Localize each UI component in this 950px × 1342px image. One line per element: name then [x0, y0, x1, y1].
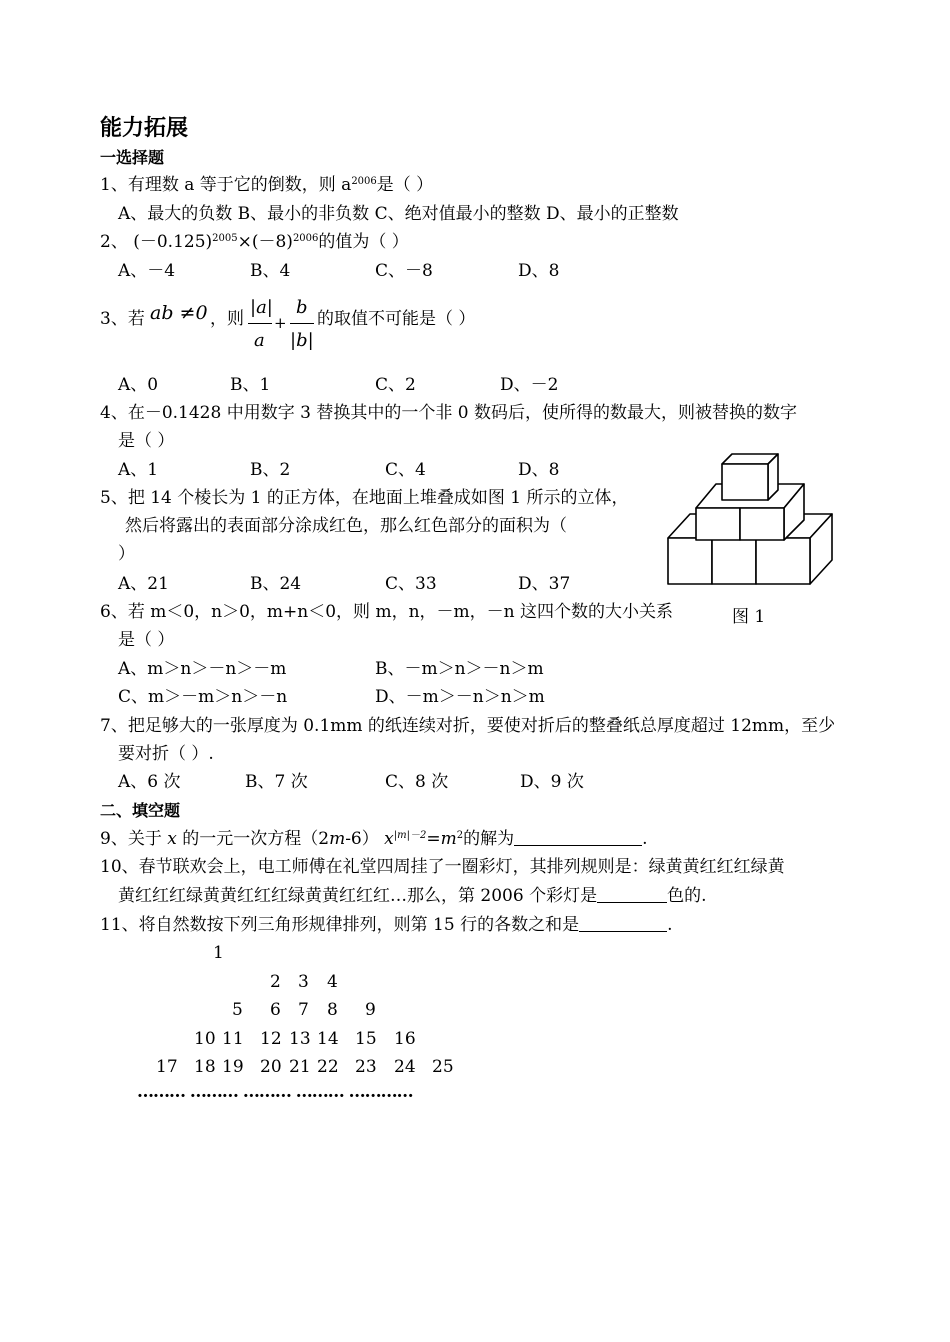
- q5-option-c: C、33: [385, 574, 437, 594]
- triangle-number: 11: [222, 1029, 244, 1049]
- q3-prefix: 3、若: [100, 309, 145, 329]
- q5-option-d: D、37: [518, 574, 571, 594]
- triangle-number: 17: [156, 1057, 178, 1077]
- q1-stem: 1、有理数 a 等于它的倒数，则 $a^{2006}$是（ ）: [100, 175, 434, 195]
- q3-option-c: C、2: [375, 375, 416, 395]
- triangle-number: 3: [298, 972, 309, 992]
- q3-fraction2-denominator: |b|: [290, 330, 314, 351]
- triangle-number: 1: [213, 943, 224, 963]
- q5-stem-line3: ）: [118, 544, 135, 564]
- q3-condition: ab ≠0: [150, 302, 208, 324]
- q5-option-a: A、21: [118, 574, 169, 594]
- q7-option-b: B、7 次: [245, 772, 308, 792]
- q9-stem: 9、关于 x 的一元一次方程（2m-6） $x^{|m|-2}=m^2$的解为 .: [100, 829, 648, 849]
- triangle-number: 15: [355, 1029, 377, 1049]
- q2-option-b: B、4: [250, 261, 291, 281]
- q7-option-d: D、9 次: [520, 772, 584, 792]
- q2-stem: 2、 $(-0.125)^{2005}\times(-8)^{2006}$的值为（ ）: [100, 232, 409, 252]
- triangle-number: 13: [289, 1029, 311, 1049]
- q4-stem-line1: 4、在－0.1428 中用数字 3 替换其中的一个非 0 数码后，使所得的数最大，则被替换的数字: [100, 403, 797, 423]
- section-fill-heading: 二、填空题: [100, 801, 181, 820]
- q2-option-a: A、－4: [118, 261, 176, 281]
- triangle-number: 8: [327, 1000, 338, 1020]
- q11-stem: 11、将自然数按下列三角形规律排列，则第 15 行的各数之和是 .: [100, 915, 673, 935]
- q7-option-c: C、8 次: [385, 772, 449, 792]
- q10-stem-line2: 黄红红红绿黄黄红红红绿黄黄红红红…那么，第 2006 个彩灯是 色的.: [118, 886, 707, 906]
- triangle-number: 16: [394, 1029, 416, 1049]
- q4-option-b: B、2: [250, 460, 291, 480]
- page-title: 能力拓展: [100, 116, 189, 141]
- q4-option-a: A、1: [118, 460, 159, 480]
- q3-fraction1-denominator: a: [254, 330, 265, 351]
- triangle-number: 25: [432, 1057, 454, 1077]
- q3-fraction1-bar: [248, 323, 272, 324]
- cube-stack-figure: [660, 450, 840, 590]
- q6-stem-line1: 6、若 m＜0，n＞0，m+n＜0，则 m，n，－m，－n 这四个数的大小关系: [100, 602, 673, 622]
- q3-option-d: D、－2: [500, 375, 559, 395]
- triangle-number: 9: [365, 1000, 376, 1020]
- q2-option-c: C、－8: [375, 261, 433, 281]
- q1-options: A、最大的负数 B、最小的非负数 C、绝对值最小的整数 D、最小的正整数: [118, 204, 679, 224]
- triangle-number: 22: [317, 1057, 339, 1077]
- figure-caption: 图 1: [732, 607, 766, 627]
- triangle-number: 21: [289, 1057, 311, 1077]
- triangle-continuation-dots: ……… ……… ……… ……… …………: [137, 1082, 413, 1102]
- triangle-number: 24: [394, 1057, 416, 1077]
- triangle-number: 14: [317, 1029, 339, 1049]
- q7-option-a: A、6 次: [118, 772, 181, 792]
- q4-option-d: D、8: [518, 460, 560, 480]
- q3-option-a: A、0: [118, 375, 159, 395]
- q3-fraction1-numerator: |a|: [250, 297, 273, 318]
- triangle-number: 10: [194, 1029, 216, 1049]
- triangle-number: 18: [194, 1057, 216, 1077]
- q10-answer-blank[interactable]: [597, 886, 667, 903]
- q3-option-b: B、1: [230, 375, 271, 395]
- q3-suffix: 的取值不可能是（ ）: [317, 309, 476, 329]
- q3-fraction2-bar: [290, 323, 314, 324]
- triangle-number: 23: [355, 1057, 377, 1077]
- q10-stem-line1: 10、春节联欢会上，电工师傅在礼堂四周挂了一圈彩灯，其排列规则是：绿黄黄红红红绿黄: [100, 857, 785, 877]
- q7-stem-line1: 7、把足够大的一张厚度为 0.1mm 的纸连续对折，要使对折后的整叠纸总厚度超过 12mm，至少: [100, 716, 836, 736]
- q5-stem-line1: 5、把 14 个棱长为 1 的正方体，在地面上堆叠成如图 1 所示的立体，: [100, 488, 629, 508]
- q6-option-d: D、－m＞－n＞n＞m: [375, 687, 545, 707]
- q9-answer-blank[interactable]: [514, 829, 642, 846]
- triangle-number: 6: [270, 1000, 281, 1020]
- triangle-number: 12: [260, 1029, 282, 1049]
- triangle-number: 19: [222, 1057, 244, 1077]
- q3-plus: +: [274, 314, 287, 332]
- q4-option-c: C、4: [385, 460, 426, 480]
- q6-stem-line2: 是（ ）: [118, 630, 175, 650]
- q6-option-b: B、－m＞n＞－n＞m: [375, 659, 544, 679]
- q2-option-d: D、8: [518, 261, 560, 281]
- q3-comma: ，则: [210, 309, 244, 329]
- q4-stem-line2: 是（ ）: [118, 431, 175, 451]
- q6-option-a: A、m＞n＞－n＞－m: [118, 659, 287, 679]
- q6-option-c: C、m＞－m＞n＞－n: [118, 687, 288, 707]
- triangle-number: 2: [270, 972, 281, 992]
- section-choice-heading: 一选择题: [100, 148, 165, 167]
- triangle-number: 4: [327, 972, 338, 992]
- triangle-number: 7: [298, 1000, 309, 1020]
- triangle-number: 20: [260, 1057, 282, 1077]
- triangle-number: 5: [232, 1000, 243, 1020]
- q11-answer-blank[interactable]: [579, 915, 667, 932]
- q5-option-b: B、24: [250, 574, 302, 594]
- q3-fraction2-numerator: b: [296, 297, 308, 318]
- q7-stem-line2: 要对折（ ）.: [118, 744, 214, 764]
- q5-stem-line2: 然后将露出的表面部分涂成红色，那么红色部分的面积为（: [125, 516, 567, 536]
